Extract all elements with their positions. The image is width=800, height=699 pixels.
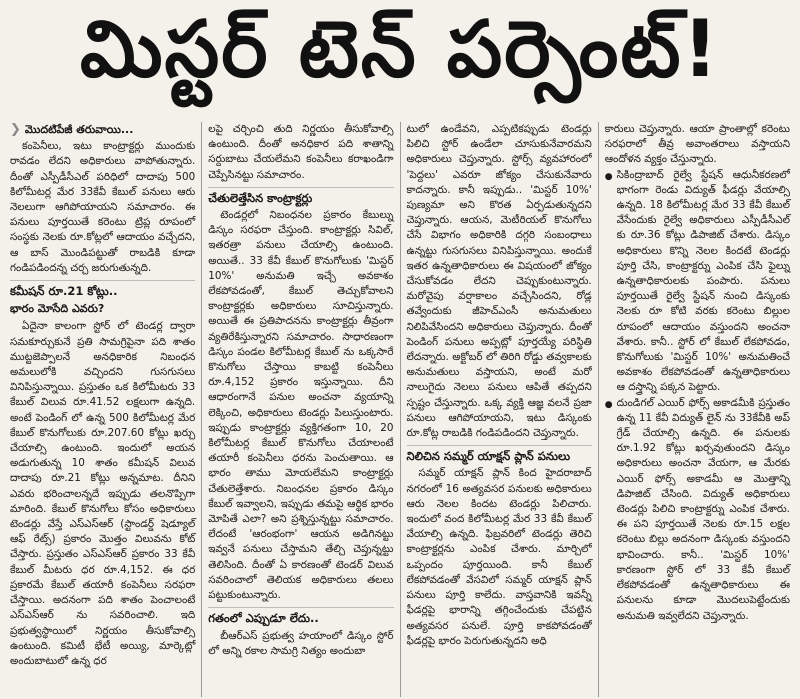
subheading-line2: భారం మోసేది ఎవరు?	[10, 302, 105, 316]
paragraph: టెండర్లలో నిబంధనల ప్రకారం కేబుల్ను డిస్కం సరఫరా చేస్తుంది. కాంట్రాక్టర్లు సివిల్, ఇతరత్రా పనులు చేయాల్సి ఉంటుంది. అయితే.. 33 కేవీ కేబుల్ కొనుగోలుకు 'మిస్టర్ 10%' అనుమతి ఇచ్చే అవకాశం లేకపోవడంతో, కేబుల్ తెచ్చుకోవాలని కాంట్రాక్టర్లకు అధికారులు సూచిస్తున్నారు. అయితే ఈ ప్రతిపాదనను కాంట్రాక్టర్లు తీవ్రంగా వ్యతిరేకిస్తున్నారని సమాచారం. సాధారణంగా డిస్కం పండల కిలోమీటర్ల కేబుల్ ను ఒక్కసారే కొనుగోలు చేస్తాయి కాబట్టి కంపెనీలు రూ.4,152 ప్రకారం ఇస్తున్నాయి. దీని ఆధారంగానే పనుల అంచనా వ్యయాన్ని లెక్కించి, అధికారులు టెండర్లు పిలుస్తుంటారు. ఇప్పుడు కాంట్రాక్టర్లు వ్యక్తిగతంగా 10, 20 కిలోమీటర్ల కేబుల్ కొనుగోలు చేయాలంటే తయారీ కంపెనీలు ధరను పెంచుతాయి. ఆ భారం తాము మోయలేమని కాంట్రాక్టర్లు చేతులెత్తేశారు. నిబంధనల ప్రకారం డిస్కం కేబుల్ ఇవ్వాలని, ఇప్పుడు తమపై ఆర్థిక భారం మోపితే ఎలా? అని ప్రశ్నిస్తున్నట్టు సమాచారం. లేదంటే 'ఆరంభంగా' ఆయన అడిగినట్టు ఇవ్వనే పనులు చేస్తామని తేల్చి చెప్తున్నట్టు తెలిసింది. దీంతో ఏ కారణంతో టెండర్ విలువ సవరించాలో తెలియక అధికారులు తలలు పట్టుకుంటున్నారు.	[208, 209, 394, 602]
continuation-kicker	[10, 122, 195, 137]
subheading: చేతులెత్తేసిన కాంట్రాక్టర్లు	[208, 187, 393, 206]
paragraph: సమ్మర్ యాక్షన్ ప్లాన్ కింద హైదరాబాద్ నగరంలో 16 అత్యవసర పనులకు అధికారులు ఆరు నెలల కిందట టెండర్లు పిలిచారు. ఇందులో వంద కిలోమీటర్ల మేర 33 కేవీ కేబుల్ వేయాల్సి ఉన్నది. ఫిబ్రవరిలో టెండర్లు తెరిచి కాంట్రాక్టర్లను ఎంపిక చేశారు. మార్చిలో ఒప్పందం పూర్తయింది. కానీ కేబుల్ లేకపోవడంతో వేసవిలో సమ్మర్ యాక్షన్ ప్లాన్ పనులు పూర్తి కాలేదు. వాస్తవానికి ఇవన్నీ ఫీడర్లపై భారాన్ని తగ్గించేందుకు చేపట్టిన అత్యవసర పనులే. పూర్తి కాకపోవడంతో ఫీడర్లపై భారం పెరుగుతున్నదని అధి	[406, 467, 592, 647]
paragraph: బీఆర్ఎస్ ప్రభుత్వ హయాంలో డిస్కం స్టోర్ లో అన్ని రకాల సామగ్రి నిత్యం అందుబా	[208, 629, 394, 657]
article-body	[4, 122, 796, 697]
bullet-icon: ●	[604, 171, 613, 182]
column-4	[598, 122, 796, 697]
paragraph: లపై చర్చించి తుది నిర్ణయం తీసుకోవాల్సి ఉంటుంది. దీంతో అనధికార పది శాతాన్ని సర్దుబాటు చేయలేమని కంపెనీలు కరాఖండిగా చెప్పేసినట్టు సమాచారం.	[208, 123, 394, 181]
paragraph: ఏదైనా కాలంగా స్టోర్ లో టెండర్ల ద్వారా సమకూర్చుకునే ప్రతి సామగ్రిపైనా పది శాతం ముట్టజెప్పాలనే అనధికారిక నిబంధన అమలులోకి వచ్చిందని గుసగుసలు వినిపిస్తున్నాయి. ప్రస్తుతం ఒక కిలోమీటరు 33 కేబుల్ విలువ రూ.41.52 లక్షలుగా ఉన్నది. అంటే పెండింగ్ లో ఉన్న 500 కిలోమీటర్ల మేర కేబుల్ కొనుగోలుకు రూ.207.60 కోట్లు ఖర్చు చేయాల్సి ఉంటుంది. ఇందులో అయన అడుగుతున్న 10 శాతం కమీషన్ విలువ దాదాపు రూ.21 కోట్లు అన్నమాట. దీనిని ఎవరు భరించాలన్నదే ఇప్పుడు తలనొప్పిగా మారింది. కేబుల్ కొనుగోలు కోసం అధికారులు టెండర్లు వేస్తే ఎస్ఎస్ఆర్ (స్టాండర్డ్ షెడ్యూల్ ఆఫ్ రేట్స్) ప్రకారం మొత్తం విలువను కోట్ చేస్తారు. ప్రస్తుతం ఎస్ఎస్ఆర్ ప్రకారం 33 కేవీ కేబుల్ మీటరు ధర రూ.4,152. ఈ ధర ప్రకారమే కేబుల్ తయారీ కంపెనీలు సరఫరా చేస్తాయి. అదనంగా పది శాతం పెంచాలంటే ఎస్ఎస్ఆర్ ను సవరించాలి. ఇది ప్రభుత్వస్థాయిలో నిర్ణయం తీసుకోవాల్సి ఉంటుంది. కమిటీ భేటీ అయ్యి, మార్కెట్లో అందుబాటులో ఉన్న ధర	[10, 320, 196, 667]
kicker-label: మొదటిపేజీ తరువాయి...	[24, 123, 134, 136]
paragraph: కంపెనీలు, ఇటు కాంట్రాక్టర్లు ముందుకు రావడం లేదని అధికారులు వాపోతున్నారు. దీంతో ఎస్పీడీసీఎల్ పరిధిలో దాదాపు 500 కిలోమీటర్ల మేర 33కేవీ కేబుల్ పనులు ఆరు నెలలుగా ఆగిపోయాయని సమాచారం. ఈ పనులు పూర్తయితే కరెంటు ట్రిప్ల రూపంలో సంస్థకు నెలకు రూ.కోట్లలో ఆదాయం వచ్చేదని, ఆ బాస్ మొండిపట్టుతో రాబడికి కూడా గండిపడిందన్న చర్చ జరుగుతున్నది.	[10, 140, 196, 274]
subheading: నిలిచిన సమ్మర్ యాక్షన్ ప్లాన్ పనులు	[407, 445, 592, 464]
chevron-right-icon: ❯	[10, 122, 21, 137]
subheading: కమీషన్ రూ.21 కోట్లు..	[10, 280, 195, 299]
paragraph: కారులు చెప్తున్నారు. ఆయా ప్రాంతాల్లో కరెంటు సరఫరాలో తీవ్ర అవాంతరాలు వస్తాయని ఆందోళన వ్యక్తం చేస్తున్నారు.	[604, 123, 790, 166]
headline: మిస్టర్ టెన్ పర్సెంట్!	[79, 4, 721, 95]
bullet-text: సికింద్రాబాద్ రైల్వే స్టేషన్ ఆధునీకరణలో భాగంగా రెండు విద్యుత్ ఫీడర్లు వేయాల్సి ఉన్నది. 18 కిలోమీటర్ల మేర 33 కేవీ కేబుల్ వేసేందుకు రైల్వే అధికారులు ఎస్పీడీసీఎల్ కు రూ.36 కోట్లు డిపాజిట్ చేశారు. డిస్కం అధికారులు కొన్ని నెలల కిందటే టెండర్లు పూర్తి చేసి, కాంట్రాక్టర్ను ఎంపిక చేసి ఫైల్ను ఉన్నతాధికారులకు పంపారు. పనులు పూర్తయితే రైల్వే స్టేషన్ నుంచి డిస్కంకు నెలకు రూ కోటి వరకు కరెంటు బిల్లుల రూపంలో ఆదాయం వస్తుందని అంచనా వేశారు. కానీ.. స్టోర్ లో కేబుల్ లేకపోవడం, కొనుగోలుకు 'మిస్టర్ 10%' అనుమతించే అవకాశం లేకపోవడంతో ఉన్నతాధికారులు ఆ దస్త్రాన్ని పక్కన పెట్టారు.	[616, 168, 790, 394]
bullet-item	[605, 396, 790, 624]
paragraph: టులో ఉండేవని, ఎప్పటికప్పుడు టెండర్లు పిలిచి స్టోర్ ఉండేలా చూసుకునేవారమని అధికారులు చెప్తున్నారు. స్టోర్స్ వ్యవహారంలో 'పెద్దలు' ఎవరూ జోక్యం చేసుకునేవారు కాదన్నారు. కానీ ఇప్పుడు.. 'మిస్టర్ 10%' పుణ్యమా అని కొరత ఏర్పడుతున్నదని చెప్తున్నారు. ఆయన, మెటీరియల్ కొనుగోలు చేసే విభాగం అధికారికి దగ్గరి సంబంధాలు ఉన్నట్టు గుసగుసలు వినిపిస్తున్నాయి. అందుకే ఇతర ఉన్నతాధికారులు ఈ విషయంలో జోక్యం చేసుకోవడం లేదని చెప్పుకుంటున్నారు. మరోవైపు వర్షాకాలం వచ్చేసిందని, రోడ్ల తవ్వేందుకు జీహెచ్ఎంసీ అనుమతులు నిలిపివేసిందని అధికారులు చెప్తున్నారు. దీంతో పెండింగ్ పనులు అప్పట్లో పూర్తయ్యే పరిస్థితి లేదన్నారు. అక్టోబర్ లో తిరిగి రోడ్డు తవ్వకాలకు అనుమతులు వస్తాయని, అంటే మరో నాలుగైదు నెలలు పనులు ఆపితే తప్పదని స్పష్టం చేస్తున్నారు. ఒక్క వ్యక్తి ఆజ్ఞ వలనే ప్రజా పనులు ఆగిపోయాయని, ఇటు డిస్కంకు రూ.కోట్ల రాబడికి గండిపడిందని చెప్తున్నారు.	[406, 123, 592, 440]
bullet-icon: ●	[604, 399, 613, 410]
bullet-item	[605, 168, 790, 396]
subheading: గతంలో ఎప్పుడూ లేదు..	[208, 607, 393, 626]
column-3	[400, 122, 598, 697]
column-2	[201, 122, 399, 697]
column-1	[4, 122, 201, 697]
bullet-text: దుండిగల్ ఎయిర్ ఫోర్స్ అకాడమీకి ప్రస్తుతం ఉన్న 11 కేవీ విద్యుత్ లైన్ ను 33కేవీకి అప్ గ్రేడ్ చేయాల్సి ఉన్నది. ఈ పనులకు రూ.1.92 కోట్లు ఖర్చవుతుందని డిస్కం అధికారులు అంచనా వేయగా, ఆ మేరకు ఎయిర్ ఫోర్స్ అకాడమీ ఆ మొత్తాన్ని డిపాజిట్ చేసింది. విద్యుత్ అధికారులు టెండర్లు పిలిచి కాంట్రాక్టర్ను ఎంపిక చేశారు. ఈ పని పూర్తయితే నెలకు రూ.15 లక్షల కరెంటు బిల్లు అదనంగా డిస్కంకు వస్తుందని భావించారు. కానీ.. 'మిస్టర్ 10%' కారణంగా స్టోర్ లో 33 కేవీ కేబుల్ లేకపోవడంతో ఉన్నతాధికారులు ఈ పనులను కూడా మొదలుపెట్టేందుకు అనుమతి ఇవ్వలేదని చెప్తున్నారు.	[616, 396, 790, 622]
